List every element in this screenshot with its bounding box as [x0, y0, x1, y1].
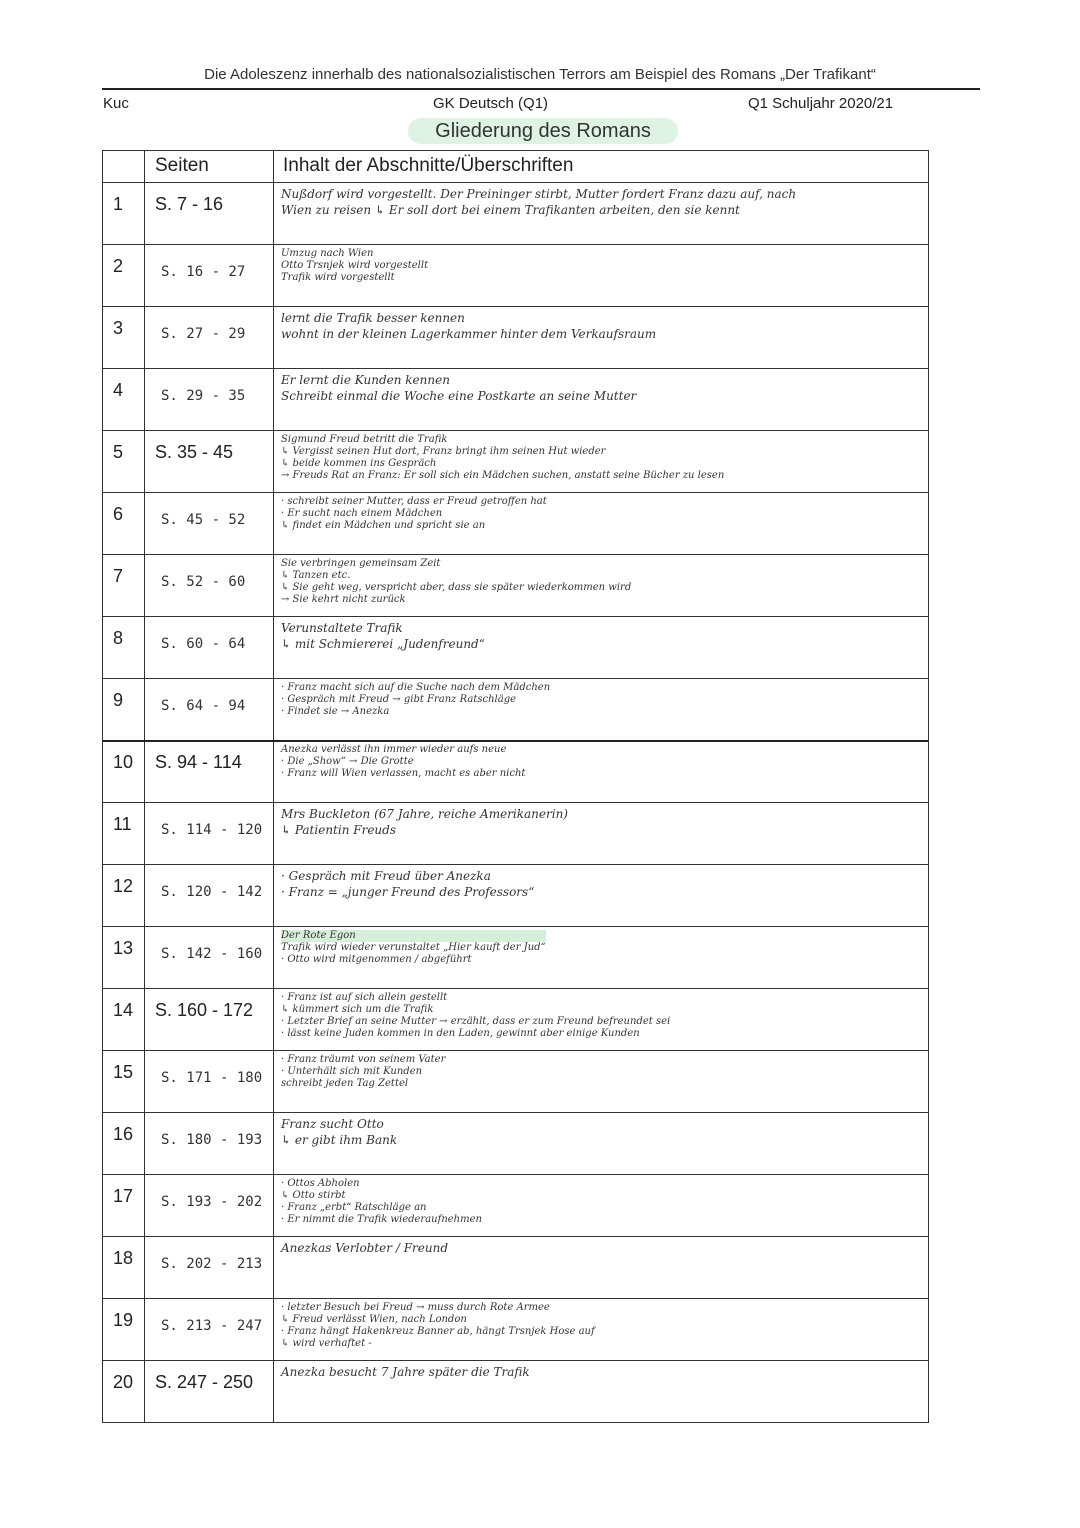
course-label: GK Deutsch (Q1): [433, 95, 549, 112]
page-range: S. 142 - 160: [161, 946, 263, 962]
section-content: [281, 558, 631, 606]
row-number: 7: [113, 566, 124, 586]
row-number: 14: [113, 1000, 134, 1020]
section-content: [281, 806, 568, 838]
page-range: S. 60 - 64: [161, 636, 246, 652]
content-line: · Franz ist auf sich allein gestellt: [281, 992, 448, 1003]
row-divider: [103, 368, 928, 369]
page-range: S. 45 - 52: [161, 512, 246, 528]
section-content: [281, 496, 547, 532]
author-initials: Kuc: [103, 95, 129, 112]
row-divider: [103, 926, 928, 927]
outline-table: [102, 150, 929, 1423]
row-number: 2: [113, 256, 124, 276]
row-number: 9: [113, 690, 124, 710]
section-content: [281, 992, 670, 1040]
row-divider: [103, 1050, 928, 1051]
page-range: S. 16 - 27: [161, 264, 246, 280]
content-line: Anezkas Verlobter / Freund: [281, 1241, 448, 1255]
page-range: S. 160 - 172: [155, 1000, 254, 1020]
content-line: · Er nimmt die Trafik wiederaufnehmen: [281, 1214, 482, 1225]
school-year-label: Q1 Schuljahr 2020/21: [748, 95, 894, 112]
section-content: [281, 310, 656, 342]
row-divider: [103, 1298, 928, 1299]
page-range: S. 171 - 180: [161, 1070, 263, 1086]
content-line: Trafik wird wieder verunstaltet „Hier kauft der Jud“: [281, 942, 546, 953]
row-number: 4: [113, 380, 124, 400]
page-range: S. 27 - 29: [161, 326, 246, 342]
section-content: [281, 434, 724, 482]
row-divider: [103, 616, 928, 617]
row-number: 17: [113, 1186, 134, 1206]
content-line: ↳ er gibt ihm Bank: [281, 1133, 398, 1147]
row-number: 5: [113, 442, 124, 462]
content-line: · Gespräch mit Freud über Anezka: [281, 869, 491, 883]
column-header-pages: Seiten: [155, 155, 209, 176]
row-divider: [103, 492, 928, 493]
section-content: [281, 620, 485, 652]
content-line: · Otto wird mitgenommen / abgeführt: [281, 954, 472, 965]
page-heading: Gliederung des Romans: [408, 118, 678, 144]
row-number: 1: [113, 194, 124, 214]
row-divider: [103, 430, 928, 431]
content-line: · Franz hängt Hakenkreuz Banner ab, hängt Trsnjek Hose auf: [281, 1326, 595, 1337]
row-divider: [103, 678, 928, 679]
content-line: → Sie kehrt nicht zurück: [281, 594, 406, 605]
column-divider: [273, 151, 274, 1422]
content-line: lernt die Trafik besser kennen: [281, 311, 465, 325]
content-line: wohnt in der kleinen Lagerkammer hinter dem Verkaufsraum: [281, 327, 657, 341]
content-line: · Franz macht sich auf die Suche nach dem Mädchen: [281, 682, 551, 693]
content-line: ↳ Otto stirbt: [281, 1190, 346, 1201]
content-line: Sie verbringen gemeinsam Zeit: [281, 558, 441, 569]
row-number: 10: [113, 752, 134, 772]
content-line: ↳ mit Schmiererei „Judenfreund“: [281, 637, 485, 651]
section-content: [281, 1364, 530, 1380]
row-number: 13: [113, 938, 134, 958]
row-number: 15: [113, 1062, 134, 1082]
page-range: S. 114 - 120: [161, 822, 263, 838]
section-content: [281, 1240, 448, 1256]
content-line: ↳ beide kommen ins Gespräch: [281, 458, 437, 469]
section-content: [281, 868, 534, 900]
section-content: [281, 248, 428, 284]
content-line: · Findet sie → Anezka: [281, 706, 390, 717]
section-content: [281, 1178, 482, 1226]
content-line: Er lernt die Kunden kennen: [281, 373, 450, 387]
section-content: [281, 744, 525, 780]
row-divider: [103, 988, 928, 989]
section-content: [281, 682, 550, 718]
content-line: · letzter Besuch bei Freud → muss durch Rote Armee: [281, 1302, 550, 1313]
content-line: Sigmund Freud betritt die Trafik: [281, 434, 448, 445]
page-range: S. 52 - 60: [161, 574, 246, 590]
content-line: Der Rote Egon: [281, 930, 546, 942]
row-number: 6: [113, 504, 124, 524]
header-row-divider: [103, 182, 928, 183]
content-line: · lässt keine Juden kommen in den Laden, gewinnt aber einige Kunden: [281, 1028, 640, 1039]
page-range: S. 35 - 45: [155, 442, 234, 462]
page-range: S. 247 - 250: [155, 1372, 254, 1392]
document-title: Die Adoleszenz innerhalb des nationalsozialistischen Terrors am Beispiel des Romans „Der Trafikant“: [204, 66, 876, 83]
content-line: Verunstaltete Trafik: [281, 621, 403, 635]
content-line: Schreibt einmal die Woche eine Postkarte an seine Mutter: [281, 389, 637, 403]
content-line: Anezka besucht 7 Jahre später die Trafik: [281, 1365, 530, 1379]
column-header-content: Inhalt der Abschnitte/Überschriften: [283, 155, 574, 176]
section-content: [281, 1054, 445, 1090]
column-divider: [144, 151, 145, 1422]
row-divider: [103, 802, 928, 803]
row-number: 3: [113, 318, 124, 338]
content-line: · Ottos Abholen: [281, 1178, 360, 1189]
page-range: S. 202 - 213: [161, 1256, 263, 1272]
section-content: [281, 930, 546, 966]
page-range: S. 7 - 16: [155, 194, 224, 214]
row-divider: [103, 1174, 928, 1175]
content-line: ↳ findet ein Mädchen und spricht sie an: [281, 520, 486, 531]
row-number: 19: [113, 1310, 134, 1330]
row-divider: [103, 1236, 928, 1237]
row-divider: [103, 1112, 928, 1113]
content-line: Otto Trsnjek wird vorgestellt: [281, 260, 429, 271]
content-line: ↳ Freud verlässt Wien, nach London: [281, 1314, 467, 1325]
row-number: 20: [113, 1372, 134, 1392]
row-divider: [103, 554, 928, 555]
content-line: ↳ wird verhaftet -: [281, 1338, 372, 1349]
section-content: [281, 372, 636, 404]
section-content: [281, 1116, 397, 1148]
content-line: ↳ Sie geht weg, verspricht aber, dass sie später wiederkommen wird: [281, 582, 632, 593]
content-line: · Letzter Brief an seine Mutter → erzählt, dass er zum Freund befreundet sei: [281, 1016, 671, 1027]
content-line: ↳ Vergisst seinen Hut dort, Franz bringt ihm seinen Hut wieder: [281, 446, 606, 457]
page-range: S. 64 - 94: [161, 698, 246, 714]
content-line: Mrs Buckleton (67 Jahre, reiche Amerikanerin): [281, 807, 568, 821]
row-number: 11: [113, 814, 132, 834]
content-line: schreibt jeden Tag Zettel: [281, 1078, 409, 1089]
section-content: [281, 1302, 595, 1350]
row-divider: [103, 740, 928, 742]
content-line: Umzug nach Wien: [281, 248, 374, 259]
page-range: S. 94 - 114: [155, 752, 242, 772]
content-line: ↳ Patientin Freuds: [281, 823, 396, 837]
content-line: · Franz „erbt“ Ratschläge an: [281, 1202, 427, 1213]
header-divider: [102, 88, 980, 90]
page-range: S. 29 - 35: [161, 388, 246, 404]
page-range: S. 193 - 202: [161, 1194, 263, 1210]
page-range: S. 120 - 142: [161, 884, 263, 900]
content-line: · schreibt seiner Mutter, dass er Freud getroffen hat: [281, 496, 547, 507]
row-divider: [103, 1360, 928, 1361]
content-line: · Franz = „junger Freund des Professors“: [281, 885, 535, 899]
content-line: Trafik wird vorgestellt: [281, 272, 395, 283]
page-range: S. 180 - 193: [161, 1132, 263, 1148]
row-divider: [103, 306, 928, 307]
page-range: S. 213 - 247: [161, 1318, 263, 1334]
content-line: · Unterhält sich mit Kunden: [281, 1066, 423, 1077]
content-line: Wien zu reisen ↳ Er soll dort bei einem Trafikanten arbeiten, den sie kennt: [281, 203, 740, 217]
section-content: [281, 186, 796, 218]
content-line: ↳ Tanzen etc.: [281, 570, 351, 581]
content-line: · Franz will Wien verlassen, macht es aber nicht: [281, 768, 526, 779]
row-divider: [103, 864, 928, 865]
row-number: 8: [113, 628, 124, 648]
content-line: Franz sucht Otto: [281, 1117, 384, 1131]
row-number: 16: [113, 1124, 134, 1144]
content-line: Nußdorf wird vorgestellt. Der Preininger stirbt, Mutter fordert Franz dazu auf, nach: [281, 187, 797, 201]
row-number: 12: [113, 876, 134, 896]
row-number: 18: [113, 1248, 134, 1268]
content-line: · Gespräch mit Freud → gibt Franz Ratschläge: [281, 694, 517, 705]
content-line: → Freuds Rat an Franz: Er soll sich ein Mädchen suchen, anstatt seine Bücher zu lesen: [281, 470, 725, 481]
content-line: Anezka verlässt ihn immer wieder aufs neue: [281, 744, 507, 755]
content-line: · Die „Show“ → Die Grotte: [281, 756, 414, 767]
content-line: · Er sucht nach einem Mädchen: [281, 508, 443, 519]
content-line: ↳ kümmert sich um die Trafik: [281, 1004, 434, 1015]
content-line: · Franz träumt von seinem Vater: [281, 1054, 446, 1065]
row-divider: [103, 244, 928, 245]
